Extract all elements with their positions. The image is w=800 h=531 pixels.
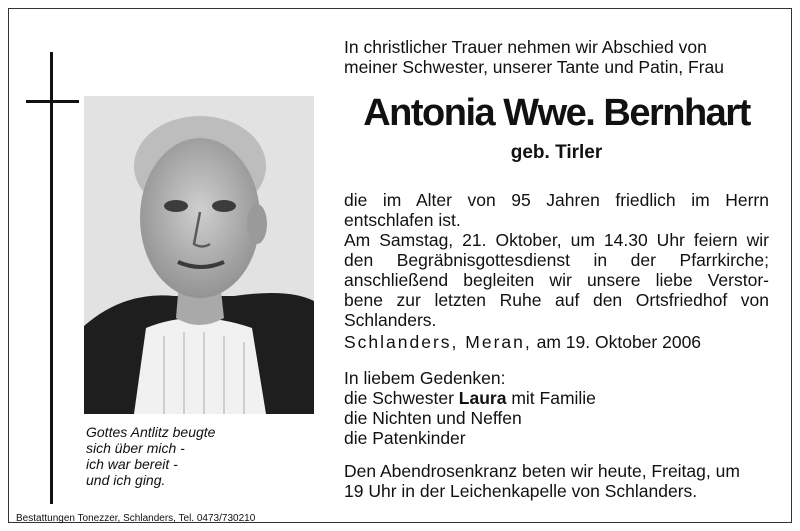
sister-name: Laura [458, 388, 507, 408]
intro-text [344, 37, 769, 77]
poem [86, 424, 215, 488]
place-date [344, 332, 769, 352]
announcement-text [344, 190, 769, 330]
rosary-line: Den Abendrosenkranz beten wir heute, Freitag, um [344, 461, 740, 481]
body-line: die im Alter von 95 Jahren friedlich im Herrn [344, 190, 769, 210]
sister-prefix: die Schwester [344, 388, 454, 408]
mourners-heading: In liebem Gedenken: [344, 368, 506, 388]
cross-icon-bar [26, 100, 79, 103]
sister-suffix: mit Familie [511, 388, 596, 408]
funeral-home-credit: Bestattungen Tonezzer, Schlanders, Tel. 0473/730210 [16, 513, 256, 524]
birth-name: geb. Tirler [510, 142, 603, 163]
body-line: bene zur letzten Ruhe auf den Ortsfriedhof von [344, 290, 769, 310]
body-line: den Begräbnisgottesdienst in der Pfarrkirche; [344, 250, 769, 270]
body-line: Schlanders. [344, 310, 437, 330]
portrait-photo [84, 96, 314, 414]
deceased-name: Antonia Wwe. Bernhart [363, 92, 750, 134]
poem-line: ich war bereit - [86, 456, 178, 472]
place-towns: Schlanders, Meran, [344, 332, 532, 352]
cross-icon [50, 52, 53, 504]
mourner-nieces: die Nichten und Neffen [344, 408, 522, 428]
poem-line: und ich ging. [86, 472, 166, 488]
intro-line: meiner Schwester, unserer Tante und Patin, Frau [344, 57, 725, 77]
mourner-godchildren: die Patenkinder [344, 428, 466, 448]
place-date-text: am 19. Oktober 2006 [536, 332, 702, 352]
body-line: entschlafen ist. [344, 210, 461, 230]
intro-line: In christlicher Trauer nehmen wir Abschied von [344, 37, 707, 57]
poem-line: Gottes Antlitz beugte [86, 424, 216, 440]
rosary-line: 19 Uhr in der Leichenkapelle von Schlanders. [344, 481, 698, 501]
mourners-list [344, 368, 769, 448]
portrait-illustration [84, 96, 314, 414]
body-line: Am Samstag, 21. Oktober, um 14.30 Uhr feiern wir [344, 230, 769, 250]
body-line: anschließend begleiten wir unsere liebe Verstor- [344, 270, 769, 290]
poem-line: sich über mich - [86, 440, 185, 456]
rosary-text [344, 461, 769, 501]
mourner-sister [344, 388, 769, 408]
